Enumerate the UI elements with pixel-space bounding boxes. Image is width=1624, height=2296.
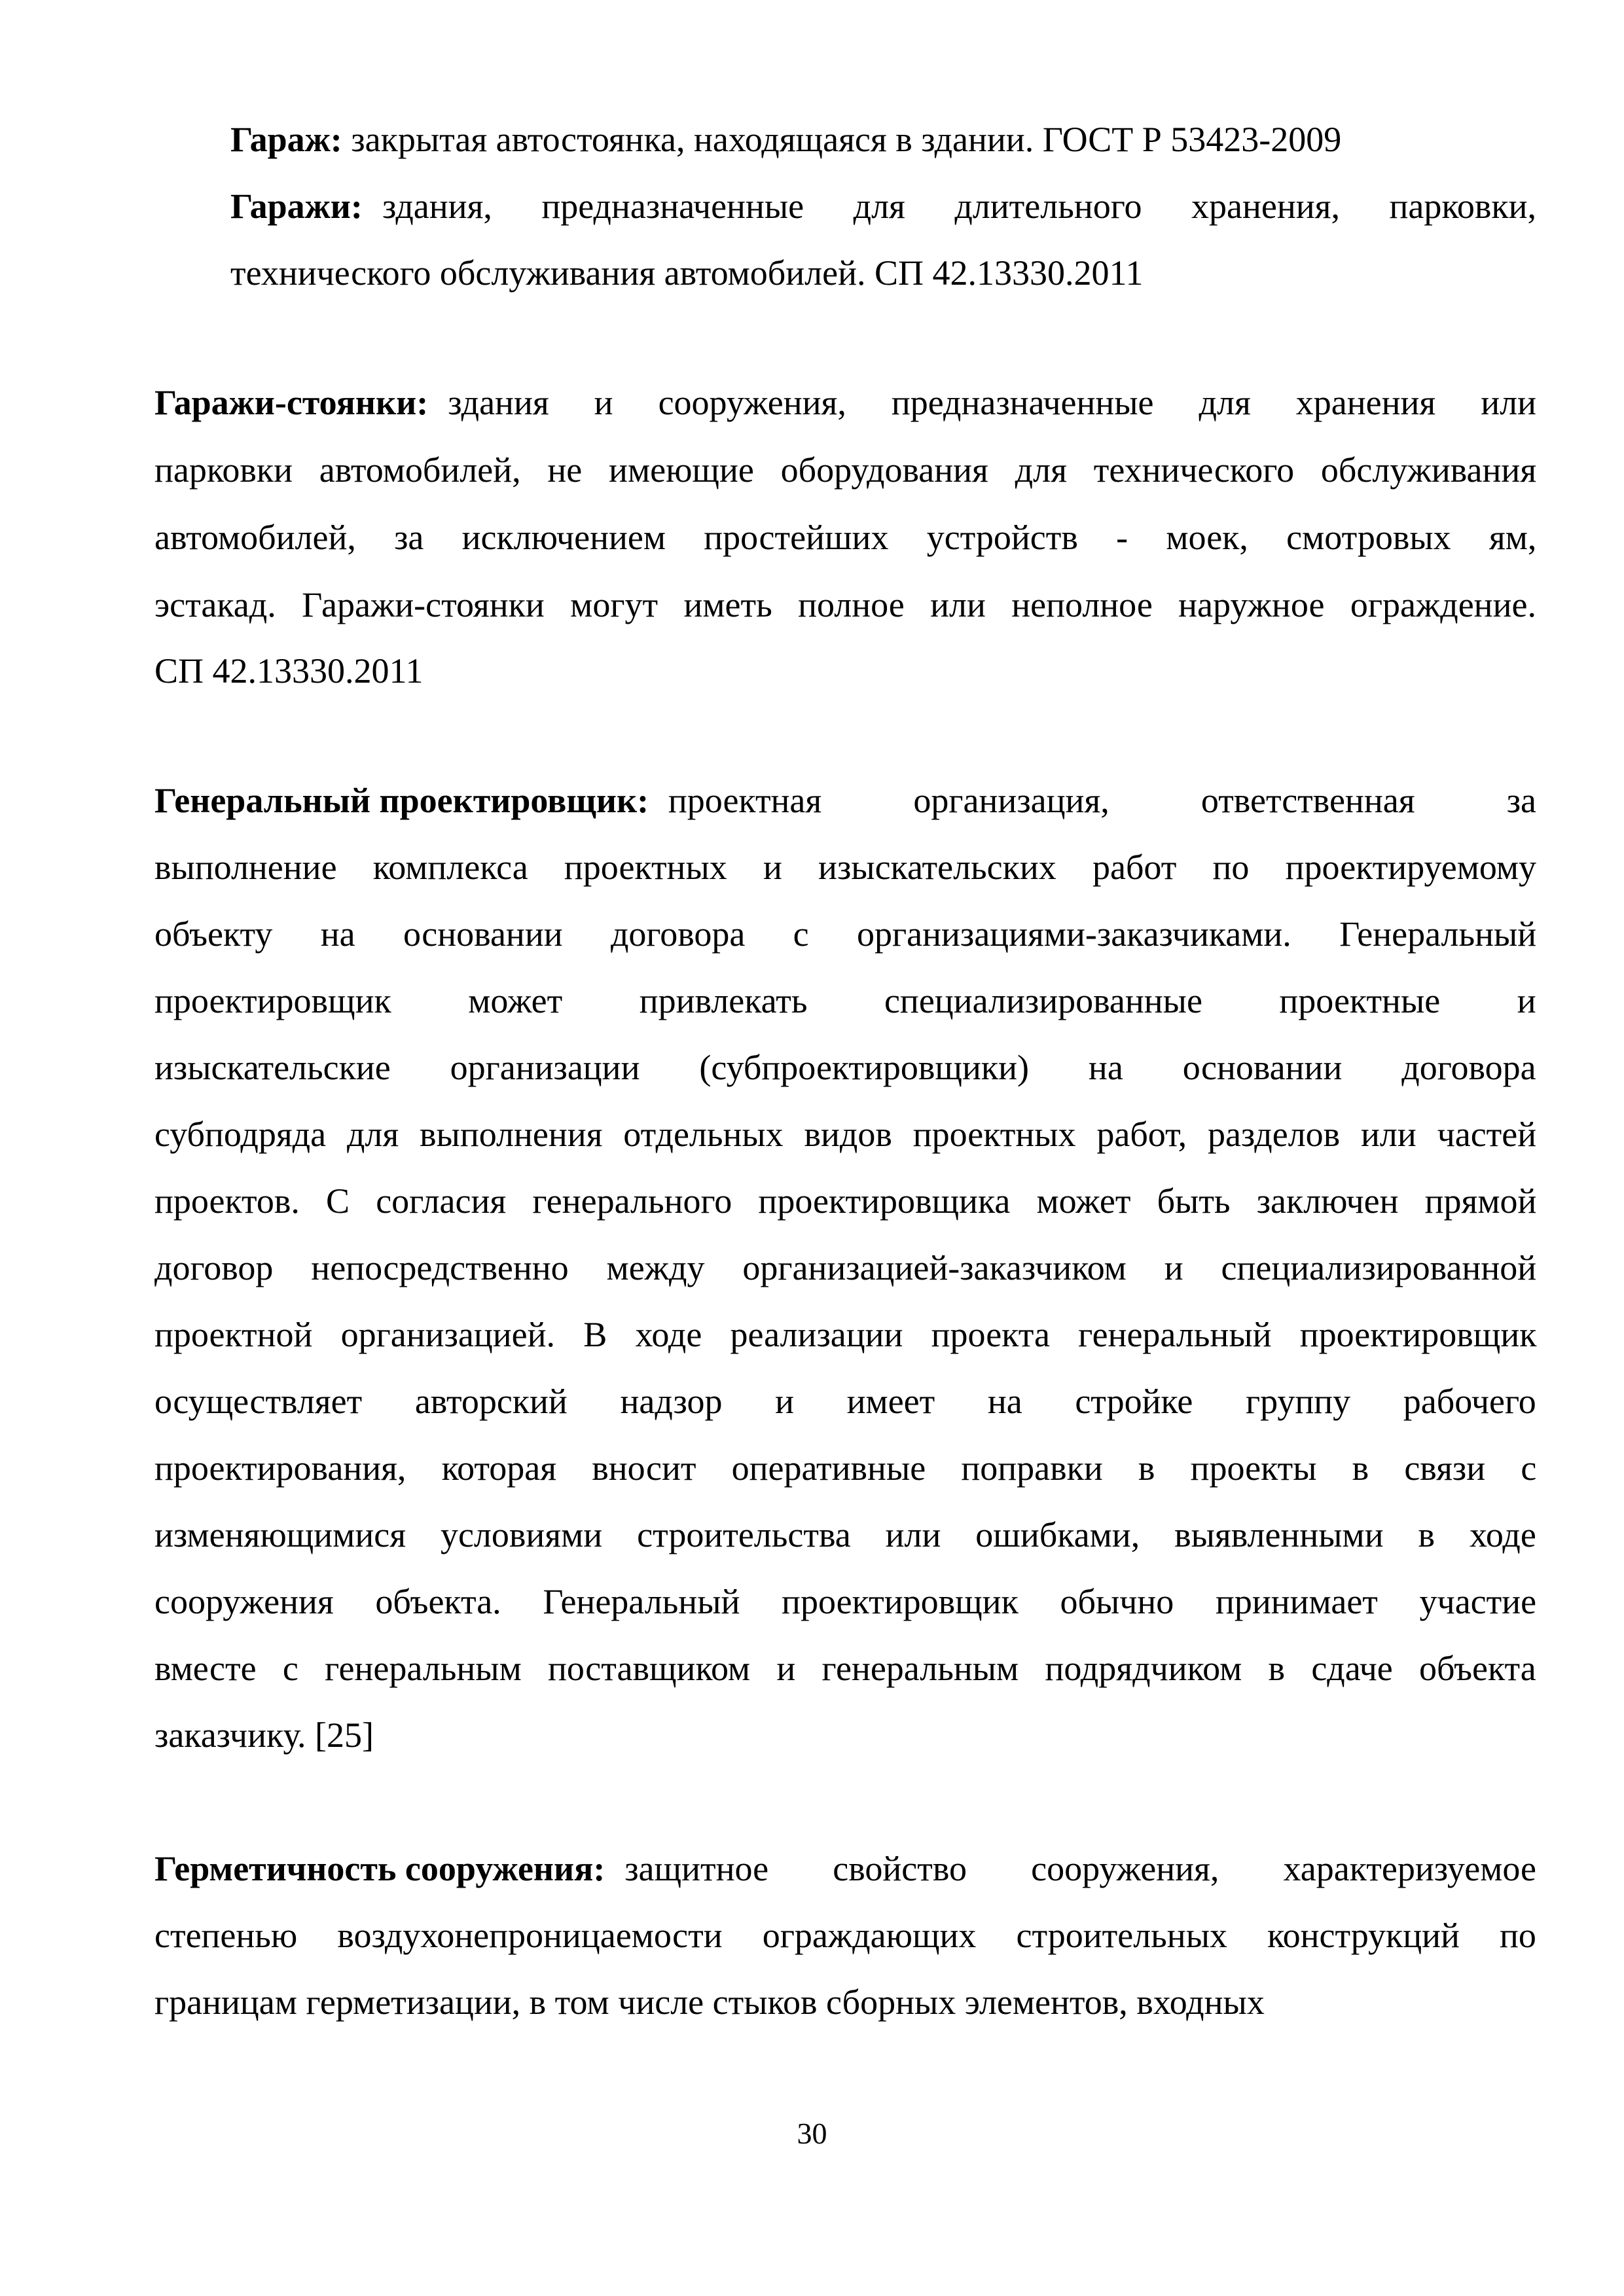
text-line: сооружения объекта. Генеральный проектировщик обычно принимает участие: [154, 1582, 1537, 1621]
text-line: парковки автомобилей, не имеющие оборудования для технического обслуживания: [154, 450, 1537, 490]
text-line: вместе с генеральным поставщиком и генеральным подрядчиком в сдаче объекта: [154, 1649, 1536, 1688]
text-line: степенью воздухонепроницаемости ограждающих строительных конструкций по: [154, 1916, 1536, 1955]
definition-garage-parking: Гаражи-стоянки: здания и сооружения, предназначенные для хранения или: [154, 383, 1536, 422]
text-line: заказчику. [25]: [154, 1715, 374, 1755]
text-line: проектирования, которая вносит оперативные поправки в проекты в связи с: [154, 1448, 1537, 1488]
text-line: изыскательские организации (субпроектировщики) на основании договора: [154, 1048, 1536, 1087]
text-line: договор непосредственно между организацией-заказчиком и специализированной: [154, 1248, 1537, 1287]
term-general-designer: Генеральный проектировщик:: [154, 781, 649, 820]
term-garages: Гаражи:: [230, 187, 363, 226]
text-line: эстакад. Гаражи-стоянки могут иметь полное или неполное наружное ограждение.: [154, 585, 1536, 624]
text-line: проектов. С согласия генерального проектировщика может быть заключен прямой: [154, 1181, 1537, 1221]
text-line: автомобилей, за исключением простейших устройств - моек, смотровых ям,: [154, 518, 1537, 557]
text-line: объекту на основании договора с организациями-заказчиками. Генеральный: [154, 914, 1537, 954]
text-line: технического обслуживания автомобилей. СП 42.13330.2011: [230, 253, 1144, 293]
term-garage-parking: Гаражи-стоянки:: [154, 383, 429, 422]
text-line: границам герметизации, в том числе стыков сборных элементов, входных: [154, 1982, 1265, 2022]
definition-general-designer: Генеральный проектировщик: проектная организация, ответственная за: [154, 781, 1536, 820]
text-line: проектировщик может привлекать специализированные проектные и: [154, 981, 1536, 1020]
term-structure-tightness: Герметичность сооружения:: [154, 1849, 605, 1888]
text-line: субподряда для выполнения отдельных видов проектных работ, разделов или частей: [154, 1115, 1537, 1154]
definition-structure-tightness: Герметичность сооружения: защитное свойство сооружения, характеризуемое: [154, 1849, 1536, 1888]
definition-garages: Гаражи: здания, предназначенные для длительного хранения, парковки,: [230, 187, 1536, 226]
text-line: СП 42.13330.2011: [154, 651, 424, 691]
definition-garage: Гараж: закрытая автостоянка, находящаяся в здании. ГОСТ Р 53423-2009: [230, 120, 1342, 159]
text-line: проектной организацией. В ходе реализации проекта генеральный проектировщик: [154, 1315, 1537, 1354]
text-line: изменяющимися условиями строительства или ошибками, выявленными в ходе: [154, 1515, 1536, 1554]
text-line: выполнение комплекса проектных и изыскательских работ по проектируемому: [154, 848, 1537, 887]
term-garage: Гараж:: [230, 120, 342, 159]
page-number: 30: [797, 2117, 827, 2150]
text-line: осуществляет авторский надзор и имеет на стройке группу рабочего: [154, 1382, 1536, 1421]
